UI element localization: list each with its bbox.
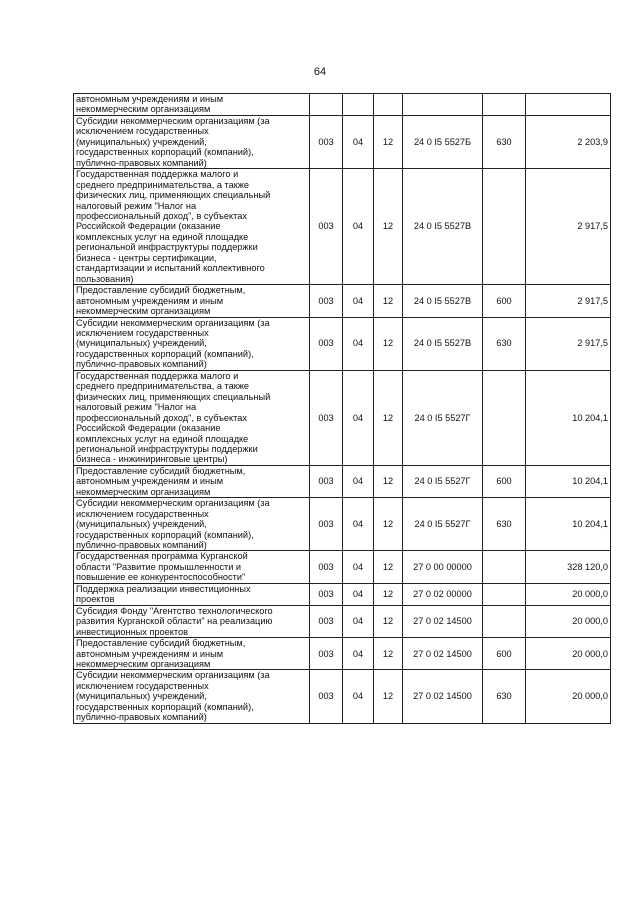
target-article-cell: 24 0 I5 5527Г [403,498,483,551]
description-cell [74,498,310,551]
subsection-cell: 12 [374,638,403,670]
description-line: Субсидии некоммерческим организациям (за [76,670,270,681]
description-line: физических лиц, применяющих специальный [76,391,271,402]
description-line: физических лиц, применяющих специальный [76,190,271,201]
target-article-cell: 27 0 02 14500 [403,605,483,637]
description-line: Субсидия Фонду "Агентство технологического [76,605,273,616]
table-row [74,94,611,116]
admin-code-cell: 003 [310,317,343,370]
description-line: публично-правовых компаний) [76,540,207,551]
description-line: государственных корпораций (компаний), [76,348,254,359]
target-article-cell [403,94,483,116]
description-line: бизнеса - инжиниринговые центры) [76,454,228,465]
section-cell: 04 [343,317,374,370]
description-line: среднего предпринимательства, а также [76,381,249,392]
target-article-cell: 27 0 02 00000 [403,583,483,605]
amount-cell: 20 000,0 [526,638,611,670]
description-line: автономным учреждениям и иным [76,476,224,487]
subsection-cell: 12 [374,370,403,465]
description-line: государственных корпораций (компаний), [76,701,254,712]
description-line: Государственная поддержка малого и [76,169,239,180]
description-line: Государственная программа Курганской [76,551,248,562]
subsection-cell: 12 [374,670,403,723]
section-cell: 04 [343,285,374,317]
description-line: инвестиционных проектов [76,626,188,637]
description-line: некоммерческим организациям [76,306,211,317]
budget-table [73,93,611,724]
description-cell [74,465,310,497]
amount-cell: 20 000,0 [526,583,611,605]
amount-cell: 10 204,1 [526,370,611,465]
description-cell [74,115,310,168]
admin-code-cell: 003 [310,169,343,285]
target-article-cell: 24 0 I5 5527Г [403,370,483,465]
section-cell: 04 [343,551,374,583]
target-article-cell: 24 0 I5 5527В [403,285,483,317]
section-cell: 04 [343,465,374,497]
section-cell: 04 [343,498,374,551]
table-row [74,670,611,723]
description-line: публично-правовых компаний) [76,359,207,370]
description-line: Субсидии некоммерческим организациям (за [76,317,270,328]
amount-cell: 20 000,0 [526,605,611,637]
amount-cell: 2 203,9 [526,115,611,168]
expense-type-cell: 600 [483,638,526,670]
table-row [74,317,611,370]
description-line: государственных корпораций (компаний), [76,529,254,540]
admin-code-cell: 003 [310,115,343,168]
admin-code-cell: 003 [310,605,343,637]
subsection-cell: 12 [374,285,403,317]
description-line: (муниципальных) учреждений, [76,691,207,702]
description-line: Предоставление субсидий бюджетным, [76,285,246,296]
description-line: публично-правовых компаний) [76,157,207,168]
description-line: Российской Федерации (оказание [76,423,221,434]
description-line: повышение ее конкурентоспособности" [76,572,246,583]
section-cell [343,94,374,116]
section-cell: 04 [343,583,374,605]
table-row [74,465,611,497]
admin-code-cell: 003 [310,670,343,723]
expense-type-cell [483,583,526,605]
expense-type-cell [483,94,526,116]
table-body [74,94,611,724]
description-line: комплексных услуг на единой площадке [76,433,249,444]
target-article-cell: 24 0 I5 5527Б [403,115,483,168]
expense-type-cell: 630 [483,115,526,168]
description-line: исключением государственных [76,327,209,338]
amount-cell: 2 917,5 [526,317,611,370]
subsection-cell: 12 [374,317,403,370]
section-cell: 04 [343,638,374,670]
description-line: Субсидии некоммерческим организациям (за [76,115,270,126]
description-line: некоммерческим организациям [76,486,211,497]
description-line: стандартизации и испытаний коллективного [76,263,265,274]
description-line: Предоставление субсидий бюджетным, [76,638,246,649]
description-line: пользования) [76,273,134,284]
description-cell [74,370,310,465]
amount-cell: 20 000,0 [526,670,611,723]
description-line: автономным учреждениям и иным [76,94,224,104]
subsection-cell: 12 [374,498,403,551]
description-cell [74,670,310,723]
expense-type-cell: 630 [483,498,526,551]
expense-type-cell: 630 [483,670,526,723]
target-article-cell: 24 0 I5 5527В [403,317,483,370]
description-line: (муниципальных) учреждений, [76,338,207,349]
description-cell [74,583,310,605]
expense-type-cell: 630 [483,317,526,370]
description-line: профессиональный доход", в субъектах [76,412,247,423]
description-line: исключением государственных [76,508,209,519]
admin-code-cell: 003 [310,551,343,583]
admin-code-cell [310,94,343,116]
amount-cell: 10 204,1 [526,498,611,551]
table-row [74,605,611,637]
description-line: области "Развитие промышленности и [76,561,242,572]
section-cell: 04 [343,605,374,637]
description-line: региональной инфраструктуры поддержки [76,242,258,253]
description-cell [74,317,310,370]
description-line: профессиональный доход", в субъектах [76,210,247,221]
subsection-cell: 12 [374,115,403,168]
table-row [74,285,611,317]
amount-cell: 2 917,5 [526,285,611,317]
amount-cell [526,94,611,116]
expense-type-cell [483,169,526,285]
description-line: (муниципальных) учреждений, [76,519,207,530]
description-line: Российской Федерации (оказание [76,221,221,232]
table-row [74,551,611,583]
section-cell: 04 [343,115,374,168]
subsection-cell: 12 [374,605,403,637]
subsection-cell: 12 [374,465,403,497]
admin-code-cell: 003 [310,583,343,605]
description-line: проектов [76,594,115,605]
admin-code-cell: 003 [310,465,343,497]
target-article-cell: 24 0 I5 5527В [403,169,483,285]
description-line: региональной инфраструктуры поддержки [76,443,258,454]
expense-type-cell [483,605,526,637]
description-cell [74,605,310,637]
description-line: некоммерческим организациям [76,104,211,115]
description-cell [74,285,310,317]
subsection-cell: 12 [374,583,403,605]
section-cell: 04 [343,370,374,465]
description-line: исключением государственных [76,126,209,137]
admin-code-cell: 003 [310,638,343,670]
description-line: Субсидии некоммерческим организациям (за [76,498,270,509]
description-line: бизнеса - центры сертификации, [76,252,217,263]
target-article-cell: 27 0 02 14500 [403,638,483,670]
table-row [74,583,611,605]
description-cell [74,169,310,285]
expense-type-cell: 600 [483,465,526,497]
subsection-cell [374,94,403,116]
page-number: 64 [313,66,327,78]
table-row [74,638,611,670]
admin-code-cell: 003 [310,370,343,465]
table-row [74,115,611,168]
description-line: Поддержка реализации инвестиционных [76,583,251,594]
description-line: исключением государственных [76,680,209,691]
description-line: Предоставление субсидий бюджетным, [76,465,246,476]
description-line: развития Курганской области" на реализацию [76,616,273,627]
description-line: налоговый режим "Налог на [76,402,197,413]
subsection-cell: 12 [374,551,403,583]
description-cell [74,94,310,116]
table-row [74,169,611,285]
table-row [74,370,611,465]
expense-type-cell [483,370,526,465]
description-line: Государственная поддержка малого и [76,370,239,381]
description-line: (муниципальных) учреждений, [76,136,207,147]
amount-cell: 10 204,1 [526,465,611,497]
table-row [74,498,611,551]
expense-type-cell [483,551,526,583]
subsection-cell: 12 [374,169,403,285]
description-line: среднего предпринимательства, а также [76,179,249,190]
description-line: налоговый режим "Налог на [76,200,197,211]
description-line: некоммерческим организациям [76,659,211,670]
amount-cell: 2 917,5 [526,169,611,285]
admin-code-cell: 003 [310,498,343,551]
description-line: комплексных услуг на единой площадке [76,231,249,242]
admin-code-cell: 003 [310,285,343,317]
section-cell: 04 [343,670,374,723]
amount-cell: 328 120,0 [526,551,611,583]
description-cell [74,551,310,583]
expense-type-cell: 600 [483,285,526,317]
target-article-cell: 24 0 I5 5527Г [403,465,483,497]
description-cell [74,638,310,670]
description-line: публично-правовых компаний) [76,712,207,723]
target-article-cell: 27 0 02 14500 [403,670,483,723]
description-line: государственных корпораций (компаний), [76,147,254,158]
section-cell: 04 [343,169,374,285]
description-line: автономным учреждениям и иным [76,648,224,659]
description-line: автономным учреждениям и иным [76,295,224,306]
target-article-cell: 27 0 00 00000 [403,551,483,583]
